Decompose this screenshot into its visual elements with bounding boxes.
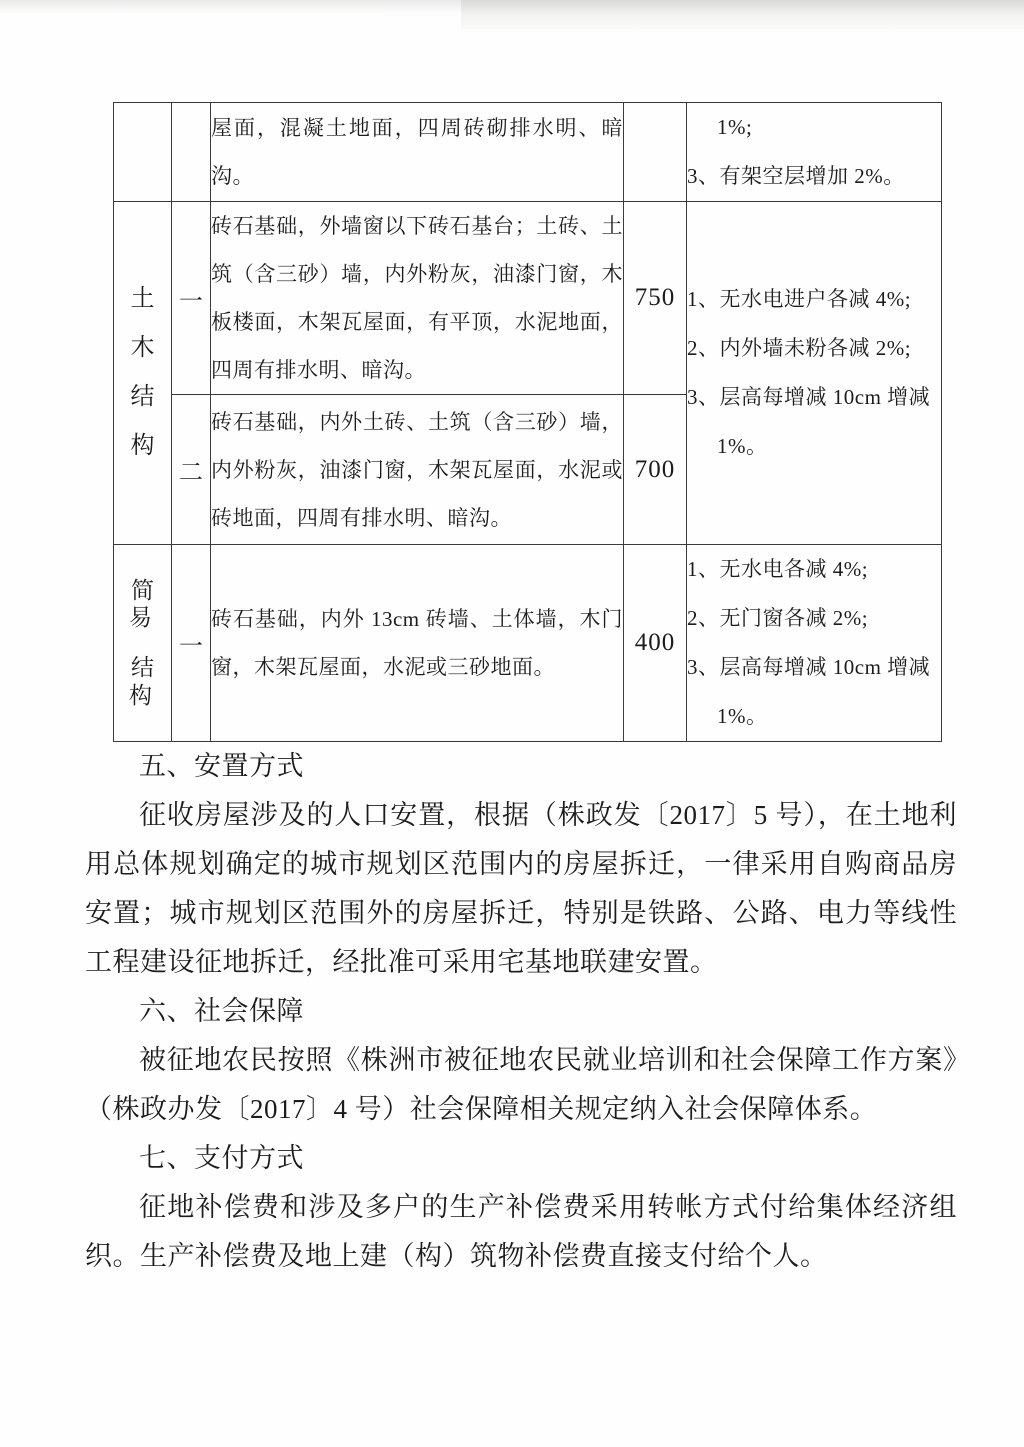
grade-cell: 二 <box>172 395 211 545</box>
description-cell: 砖石基础，内外土砖、土筑（含三砂）墙，内外粉灰，油漆门窗，木架瓦屋面，水泥或砖地面，四周有排水明、暗沟。 <box>211 395 624 545</box>
table-row-carryover <box>114 103 942 202</box>
structure-type-cell <box>114 202 172 545</box>
structure-type-cell <box>114 103 172 202</box>
note-line: 3、层高每增减 10cm 增减 <box>687 655 931 679</box>
table-row-jianyi <box>114 545 942 742</box>
price-cell: 750 <box>624 202 687 395</box>
structure-type-label: 简易 结构 <box>129 577 158 708</box>
description-cell: 屋面，混凝土地面，四周砖砌排水明、暗沟。 <box>211 103 624 202</box>
notes-cell <box>687 202 942 545</box>
document-body <box>85 742 957 1281</box>
price-cell: 700 <box>624 395 687 545</box>
paragraph-social-security: 被征地农民按照《株洲市被征地农民就业培训和社会保障工作方案》（株政办发〔2017〕4 号）社会保障相关规定纳入社会保障体系。 <box>85 1045 957 1124</box>
description-cell: 砖石基础，内外 13cm 砖墙、土体墙，木门窗，木架瓦屋面，水泥或三砂地面。 <box>211 545 624 742</box>
note-line: 1、无水电进户各减 4%; <box>687 287 912 311</box>
note-line: 3、有架空层增加 2%。 <box>687 164 905 188</box>
note-line: 1%。 <box>717 704 768 728</box>
price-cell: 400 <box>624 545 687 742</box>
compensation-standards-table <box>113 102 942 742</box>
scan-edge-artifact <box>0 0 1024 20</box>
section-heading-6: 六、社会保障 <box>139 996 304 1026</box>
structure-type-vertical-label: 土 木 结 构 <box>130 286 155 459</box>
grade-cell: 一 <box>172 202 211 395</box>
paragraph-placement: 征收房屋涉及的人口安置，根据（株政发〔2017〕5 号），在土地利用总体规划确定的城市规划区范围内的房屋拆迁，一律采用自购商品房安置；城市规划区范围外的房屋拆迁，特别是铁路、公路、电力等线性工程建设征地拆迁，经批准可采用宅基地联建安置。 <box>85 800 957 977</box>
grade-cell <box>172 103 211 202</box>
price-cell <box>624 103 687 202</box>
note-line: 2、内外墙未粉各减 2%; <box>687 336 912 360</box>
notes-cell <box>687 103 942 202</box>
grade-cell: 一 <box>172 545 211 742</box>
notes-cell <box>687 545 942 742</box>
table-row-tumu-1 <box>114 202 942 395</box>
structure-type-cell <box>114 545 172 742</box>
note-line: 3、层高每增减 10cm 增减 <box>687 385 931 409</box>
note-line: 1、无水电各减 4%; <box>687 557 869 581</box>
section-heading-7: 七、支付方式 <box>139 1143 304 1173</box>
section-heading-5: 五、安置方式 <box>139 751 304 781</box>
note-line: 2、无门窗各减 2%; <box>687 606 869 630</box>
note-line: 1%。 <box>717 434 768 458</box>
description-cell: 砖石基础，外墙窗以下砖石基台；土砖、土筑（含三砂）墙，内外粉灰，油漆门窗，木板楼面，木架瓦屋面，有平顶，水泥地面，四周有排水明、暗沟。 <box>211 202 624 395</box>
note-line: 1%; <box>717 115 753 139</box>
paragraph-payment: 征地补偿费和涉及多户的生产补偿费采用转帐方式付给集体经济组织。生产补偿费及地上建（构）筑物补偿费直接支付给个人。 <box>85 1192 957 1271</box>
